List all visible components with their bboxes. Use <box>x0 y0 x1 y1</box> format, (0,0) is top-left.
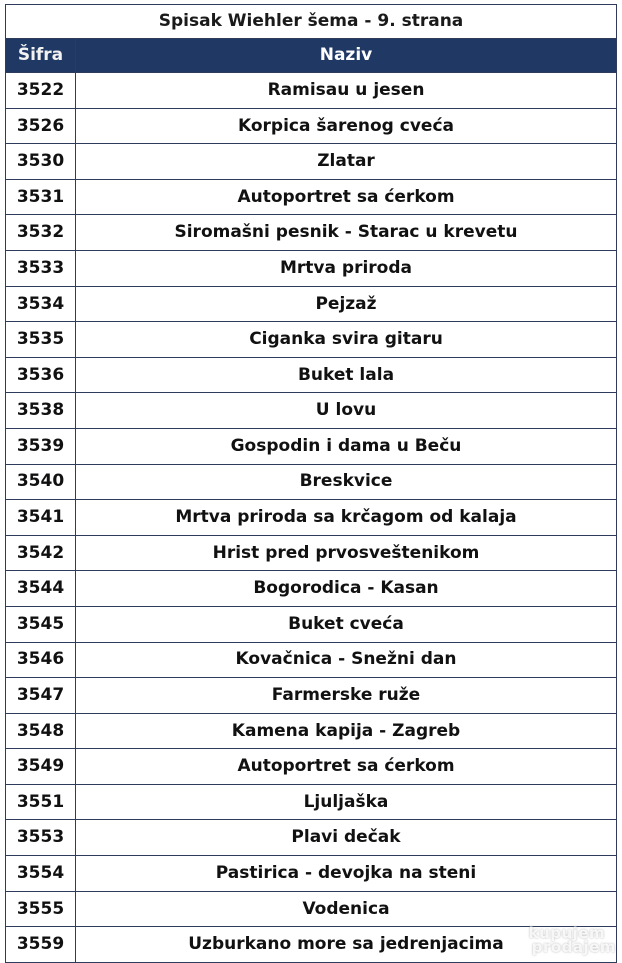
table-row <box>6 820 617 856</box>
table-row <box>6 678 617 714</box>
page-title: Spisak Wiehler šema - 9. strana <box>6 5 617 39</box>
cell-code: 3535 <box>6 322 76 358</box>
cell-code: 3534 <box>6 286 76 322</box>
cell-name: Plavi dečak <box>76 820 617 856</box>
cell-name: Siromašni pesnik - Starac u krevetu <box>76 215 617 251</box>
table-row <box>6 500 617 536</box>
table-row <box>6 322 617 358</box>
cell-name: Kamena kapija - Zagreb <box>76 713 617 749</box>
cell-name: Autoportret sa ćerkom <box>76 749 617 785</box>
column-header-code: Šifra <box>6 39 76 73</box>
cell-code: 3532 <box>6 215 76 251</box>
cell-name: Pejzaž <box>76 286 617 322</box>
cell-code: 3541 <box>6 500 76 536</box>
table-row <box>6 749 617 785</box>
cell-name: Autoportret sa ćerkom <box>76 179 617 215</box>
cell-code: 3554 <box>6 856 76 892</box>
table-row <box>6 606 617 642</box>
table-row <box>6 713 617 749</box>
cell-code: 3540 <box>6 464 76 500</box>
cell-code: 3549 <box>6 749 76 785</box>
table-row <box>6 144 617 180</box>
cell-name: Gospodin i dama u Beču <box>76 428 617 464</box>
cell-code: 3536 <box>6 357 76 393</box>
table-body <box>6 5 617 963</box>
table-row <box>6 286 617 322</box>
cell-name: Breskvice <box>76 464 617 500</box>
header-row <box>6 39 617 73</box>
cell-code: 3553 <box>6 820 76 856</box>
cell-code: 3544 <box>6 571 76 607</box>
cell-name: Ljuljaška <box>76 784 617 820</box>
table-row <box>6 357 617 393</box>
spreadsheet-sheet <box>0 4 622 956</box>
cell-name: Kovačnica - Snežni dan <box>76 642 617 678</box>
cell-name: Mrtva priroda sa krčagom od kalaja <box>76 500 617 536</box>
table-row <box>6 215 617 251</box>
watermark-line-1: kupujem <box>528 923 606 942</box>
cell-code: 3548 <box>6 713 76 749</box>
cell-name: Bogorodica - Kasan <box>76 571 617 607</box>
cell-code: 3546 <box>6 642 76 678</box>
schema-list-table <box>5 4 617 963</box>
cell-name: Buket cveća <box>76 606 617 642</box>
cell-name: Uzburkano more sa jedrenjacima <box>76 927 617 963</box>
table-row <box>6 535 617 571</box>
cell-code: 3538 <box>6 393 76 429</box>
cell-code: 3539 <box>6 428 76 464</box>
table-row <box>6 179 617 215</box>
table-row <box>6 464 617 500</box>
cell-code: 3526 <box>6 108 76 144</box>
watermark-line-2: prodajem <box>531 937 616 956</box>
table-row <box>6 571 617 607</box>
cell-code: 3531 <box>6 179 76 215</box>
cell-name: Ciganka svira gitaru <box>76 322 617 358</box>
table-row <box>6 73 617 109</box>
cell-code: 3522 <box>6 73 76 109</box>
table-row <box>6 642 617 678</box>
table-row <box>6 927 617 963</box>
table-row <box>6 856 617 892</box>
cell-name: Mrtva priroda <box>76 250 617 286</box>
cell-name: Korpica šarenog cveća <box>76 108 617 144</box>
cell-name: U lovu <box>76 393 617 429</box>
title-row <box>6 5 617 39</box>
column-header-name: Naziv <box>76 39 617 73</box>
cell-name: Ramisau u jesen <box>76 73 617 109</box>
table-row <box>6 784 617 820</box>
table-row <box>6 108 617 144</box>
cell-code: 3533 <box>6 250 76 286</box>
cell-code: 3530 <box>6 144 76 180</box>
cell-name: Buket lala <box>76 357 617 393</box>
cell-code: 3551 <box>6 784 76 820</box>
cell-code: 3547 <box>6 678 76 714</box>
table-row <box>6 891 617 927</box>
table-row <box>6 428 617 464</box>
cell-name: Hrist pred prvosveštenikom <box>76 535 617 571</box>
table-row <box>6 250 617 286</box>
cell-name: Zlatar <box>76 144 617 180</box>
cell-name: Farmerske ruže <box>76 678 617 714</box>
cell-code: 3555 <box>6 891 76 927</box>
table-row <box>6 393 617 429</box>
cell-name: Pastirica - devojka na steni <box>76 856 617 892</box>
cell-code: 3542 <box>6 535 76 571</box>
cell-code: 3545 <box>6 606 76 642</box>
cell-code: 3559 <box>6 927 76 963</box>
cell-name: Vodenica <box>76 891 617 927</box>
